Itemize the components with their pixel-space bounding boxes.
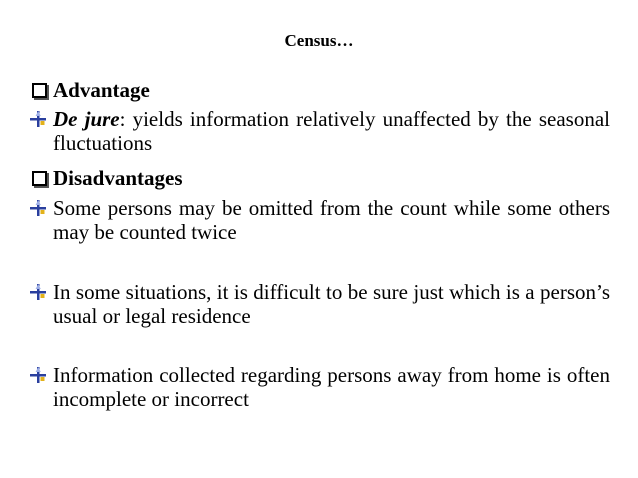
hollow-square-icon	[32, 83, 47, 98]
disadvantage-item	[30, 280, 610, 328]
disadvantage-item	[30, 363, 610, 411]
disadvantages-heading	[32, 166, 612, 190]
advantage-term: De jure	[53, 107, 120, 131]
advantage-description: : yields information relatively unaffected by the seasonal fluctuations	[53, 107, 610, 155]
cross-arrow-bullet-icon	[30, 367, 46, 383]
slide-title: Census…	[284, 31, 354, 50]
disadvantage-item-text: Some persons may be omitted from the count while some others may be counted twice	[53, 196, 610, 244]
advantage-item	[30, 107, 610, 155]
cross-arrow-bullet-icon	[30, 200, 46, 216]
disadvantage-item-text: In some situations, it is difficult to be sure just which is a person’s usual or legal residence	[53, 280, 610, 328]
advantage-heading	[32, 78, 612, 102]
cross-arrow-bullet-icon	[30, 111, 46, 127]
disadvantages-heading-label: Disadvantages	[53, 166, 183, 190]
advantage-heading-label: Advantage	[53, 78, 150, 102]
disadvantage-item-text: Information collected regarding persons away from home is often incomplete or incorrect	[53, 363, 610, 411]
cross-arrow-bullet-icon	[30, 284, 46, 300]
disadvantage-item	[30, 196, 610, 244]
hollow-square-icon	[32, 171, 47, 186]
advantage-item-text	[53, 107, 610, 155]
